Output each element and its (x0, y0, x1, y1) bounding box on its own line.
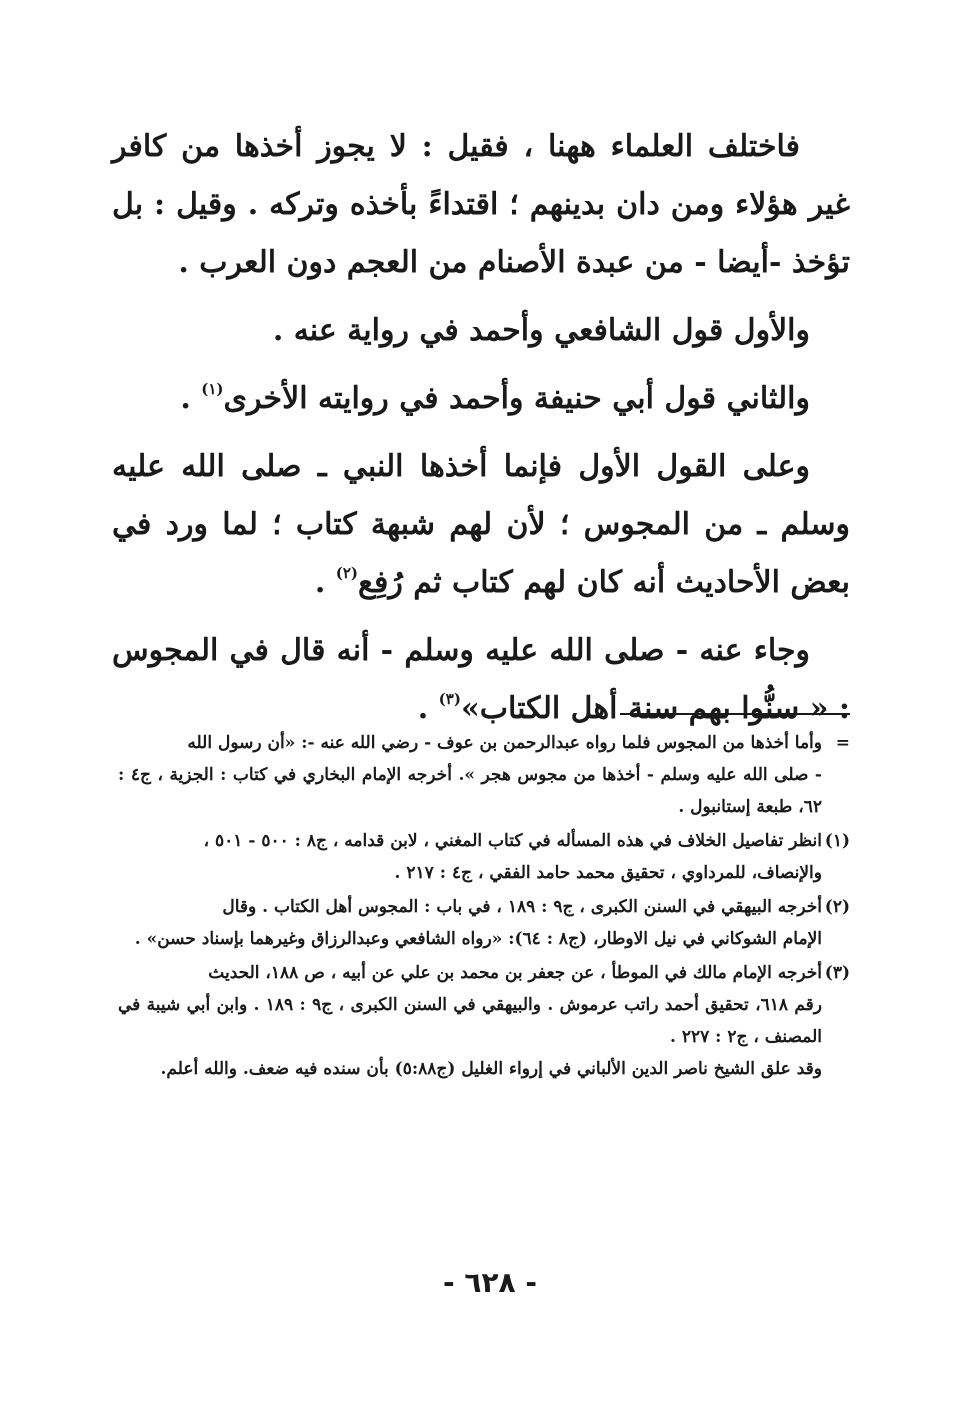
paragraph-4 (112, 438, 850, 612)
page-number: - ٦٢٨ - (442, 1266, 538, 1299)
paragraph-3-end: . (180, 381, 202, 416)
footnote-ref-2: (٢) (335, 564, 359, 582)
paragraph-4-end: . (314, 565, 336, 600)
footnote-ref-1: (١) (201, 380, 224, 398)
footnote-1-first-line: انظر تفاصيل الخلاف في هذه المسأله في كتاب المغني ، لابن قدامه ، ج٨ : ٥٠٠ - ٥٠١ ، (203, 831, 822, 851)
footnote-3-rest: رقم ٦١٨، تحقيق أحمد راتب عرموش . والبيهقي في السنن الكبرى ، ج٩ : ١٨٩ . وابن أبي شيبة في المصنف ، ج٢ : ٢٢٧ . (118, 995, 822, 1047)
footnote-continued-first-line: وأما أخذها من المجوس فلما رواه عبدالرحمن بن عوف - رضي الله عنه -: «أن رسول الله (187, 733, 822, 753)
footnote-2-mark: (٢) (824, 897, 850, 917)
main-text (112, 118, 850, 748)
footnote-ref-3: (٣) (438, 690, 461, 708)
footnotes (118, 727, 850, 1087)
paragraph-3-text: والثاني قول أبي حنيفة وأحمد في روايته الأخرى (223, 381, 810, 416)
paragraph-5-end: . (417, 691, 439, 726)
footnote-1-rest: والإنصاف، للمرداوي ، تحقيق محمد حامد الفقي ، ج٤ : ٢١٧ . (394, 863, 822, 883)
paragraph-3 (112, 370, 850, 428)
footnote-2-rest: الإمام الشوكاني في نيل الاوطار، (ج٨ : ٦٤): «رواه الشافعي وعبدالرزاق وغيرهما بإسناد حسن» . (134, 929, 822, 949)
footnote-3 (118, 957, 850, 1085)
footnote-2-first-line: أخرجه البيهقي في السنن الكبرى ، ج٩ : ١٨٩ ، في باب : المجوس أهل الكتاب . وقال (222, 897, 822, 917)
paragraph-1-text: فاختلف العلماء ههنا ، فقيل : لا يجوز أخذها من كافر غير هؤلاء ومن دان بدينهم ؛ اقتداءً بأخذه وتركه . وقيل : بل تؤخذ -أيضا - من عبدة الأصنام من العجم دون العرب . (112, 129, 850, 280)
footnote-2 (118, 891, 850, 955)
footnote-continued-rest: - صلى الله عليه وسلم - أخذها من مجوس هجر ». أخرجه الإمام البخاري في كتاب : الجزية ، ج٤ : ٦٢، طبعة إستانبول . (118, 765, 822, 817)
paragraph-2 (112, 302, 850, 360)
footnote-3-first-line: أخرجه الإمام مالك في الموطأ ، عن جعفر بن محمد بن علي عن أبيه ، ص ١٨٨، الحديث (208, 963, 822, 983)
paragraph-5-text: وجاء عنه - صلى الله عليه وسلم - أنه قال في المجوس : « سنُّوا بهم سنة أهل الكتاب» (112, 633, 850, 726)
footnote-continued (118, 727, 850, 823)
footnote-3-mark: (٣) (824, 963, 850, 983)
footnote-3-extra: وقد علق الشيخ ناصر الدين الألباني في إرواء الغليل (ج٥:٨٨) بأن سنده فيه ضعف. والله أعلم. (160, 1059, 822, 1079)
paragraph-5 (112, 622, 850, 738)
paragraph-4-text: وعلى القول الأول فإنما أخذها النبي ـ صلى الله عليه وسلم ـ من المجوس ؛ لأن لهم شبهة كتاب ؛ لما ورد في بعض الأحاديث أنه كان لهم كتاب ثم رُفِع (112, 449, 850, 600)
footnote-separator (620, 713, 850, 715)
paragraph-1 (112, 118, 850, 292)
footnote-1-mark: (١) (824, 831, 850, 851)
paragraph-2-text: والأول قول الشافعي وأحمد في رواية عنه . (272, 313, 810, 348)
footnote-continued-mark: = (835, 733, 850, 753)
footnote-1 (118, 825, 850, 889)
